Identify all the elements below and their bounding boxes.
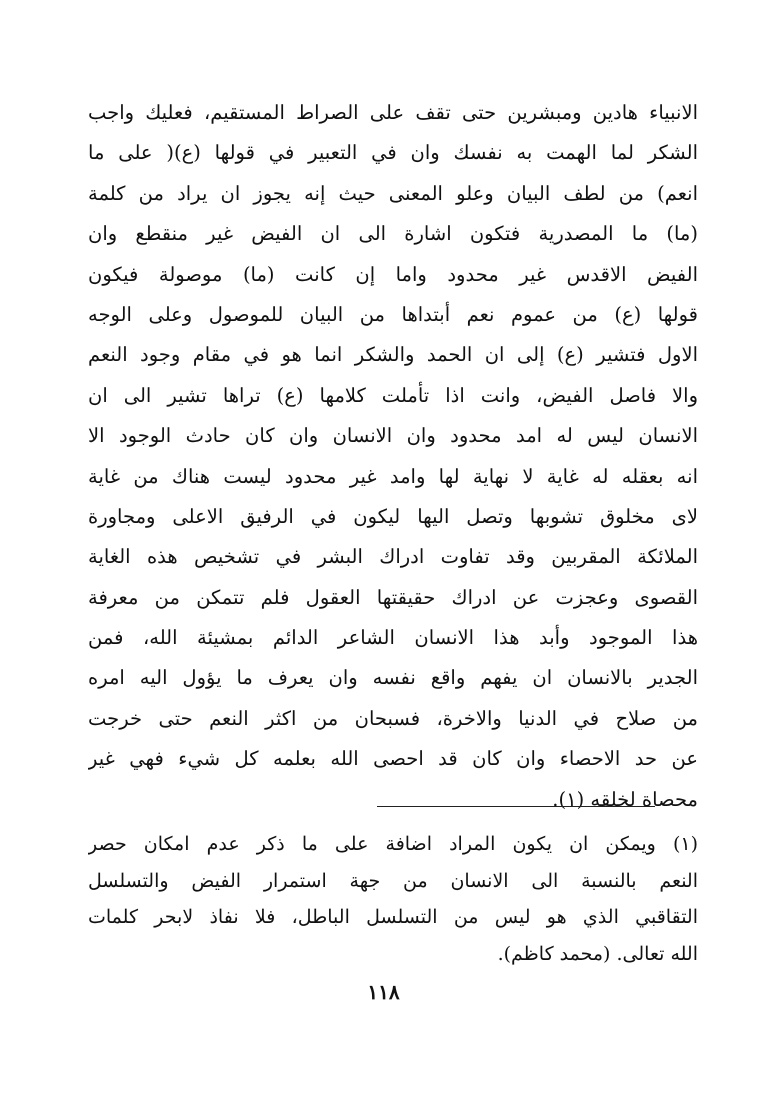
text-line: والا فاصل الفيض، وانت اذا تأملت كلامها (ع) تراها تشير الى ان	[88, 383, 698, 407]
text-line: لاى مخلوق تشوبها وتصل اليها ليكون في الرفيق الاعلى ومجاورة	[88, 504, 698, 528]
text-line: الاول فتشير (ع) إلى ان الحمد والشكر انما هو في مقام وجود النعم	[88, 343, 698, 367]
text-line: محصاة لخلقه (١).	[552, 787, 698, 811]
footnote-divider	[377, 806, 655, 807]
main-text-block	[88, 93, 698, 820]
footnote-line: النعم بالنسبة الى الانسان من جهة استمرار الفيض والتسلسل	[88, 869, 698, 892]
footnote-line: الله تعالى. (محمد كاظم).	[497, 942, 698, 965]
text-line: الجدير بالانسان ان يفهم واقع نفسه وان يعرف ما يؤول اليه امره	[88, 666, 698, 690]
text-line: الانسان ليس له امد محدود وان الانسان وان كان حادث الوجود الا	[88, 424, 698, 448]
text-line: الملائكة المقربين وقد تفاوت ادراك البشر في تشخيص هذه الغاية	[88, 545, 698, 569]
footnote-line: التقاقبي الذي هو ليس من التسلسل الباطل، فلا نفاذ لابحر كلمات	[88, 906, 698, 928]
text-line: قولها (ع) من عموم نعم أبتداها من البيان للموصول وعلى الوجه	[88, 302, 698, 326]
footnote-block	[88, 826, 698, 972]
text-line: انه بعقله له غاية لا نهاية لها وامد غير محدود ليست هناك من غاية	[88, 464, 698, 488]
text-line: الانبياء هادين ومبشرين حتى تقف على الصراط المستقيم، فعليك واجب	[88, 101, 698, 124]
text-line: (ما) ما المصدرية فتكون اشارة الى ان الفيض غير منقطع وان	[88, 222, 698, 246]
text-line: الفيض الاقدس غير محدود واما إن كانت (ما) موصولة فيكون	[88, 262, 698, 286]
text-line: القصوى وعجزت عن ادراك حقيقتها العقول فلم تتمكن من معرفة	[88, 585, 698, 609]
page-number: ١١٨	[367, 980, 400, 1004]
text-line: هذا الموجود وأبد هذا الانسان الشاعر الدائم بمشيئة الله، فمن	[88, 626, 698, 650]
text-line: الشكر لما الهمت به نفسك وان في التعبير في قولها (ع)( على ما	[88, 141, 698, 165]
text-line: انعم) من لطف البيان وعلو المعنى حيث إنه يجوز ان يراد من كلمة	[88, 181, 698, 205]
text-line: من صلاح في الدنيا والاخرة، فسبحان من اكثر النعم حتى خرجت	[88, 706, 698, 730]
footnote-line: (١) ويمكن ان يكون المراد اضافة على ما ذكر عدم امكان حصر	[88, 833, 698, 855]
text-line: عن حد الاحصاء وان كان قد احصى الله بعلمه كل شيء فهي غير	[88, 747, 698, 771]
